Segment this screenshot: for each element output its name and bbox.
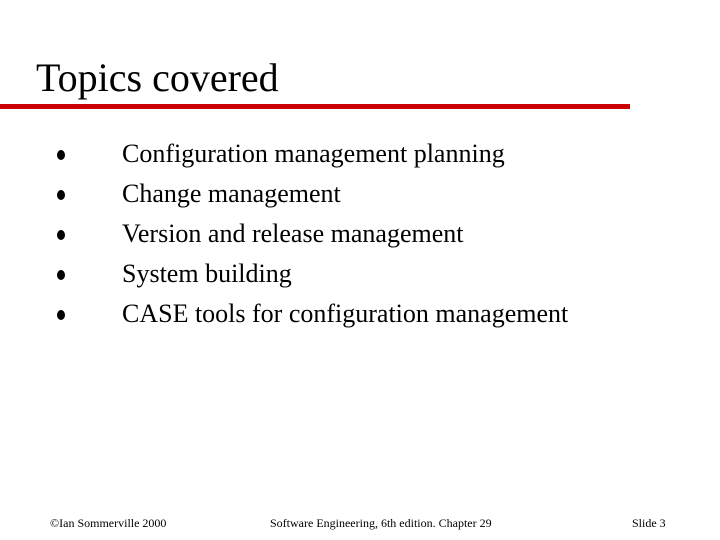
footer-slide-number: Slide 3 — [632, 516, 666, 530]
list-item — [0, 217, 720, 257]
bullet-icon — [57, 310, 65, 320]
title-underline-rule — [0, 104, 630, 109]
list-item — [0, 297, 720, 337]
list-item — [0, 257, 720, 297]
list-item — [0, 177, 720, 217]
bullet-text: CASE tools for configuration management — [122, 299, 569, 328]
list-item — [0, 137, 720, 177]
bullet-icon — [57, 150, 65, 160]
bullet-text: Change management — [122, 179, 341, 208]
bullet-icon — [57, 190, 65, 200]
bullet-text: Configuration management planning — [122, 139, 505, 168]
slide-title: Topics covered — [36, 55, 279, 100]
bullet-icon — [57, 270, 65, 280]
footer-book-title: Software Engineering, 6th edition. Chapter 29 — [270, 516, 492, 530]
topic-bullet-list — [0, 137, 720, 337]
footer-copyright: ©Ian Sommerville 2000 — [50, 516, 167, 530]
bullet-icon — [57, 230, 65, 240]
bullet-text: Version and release management — [122, 219, 464, 248]
bullet-text: System building — [122, 259, 292, 288]
